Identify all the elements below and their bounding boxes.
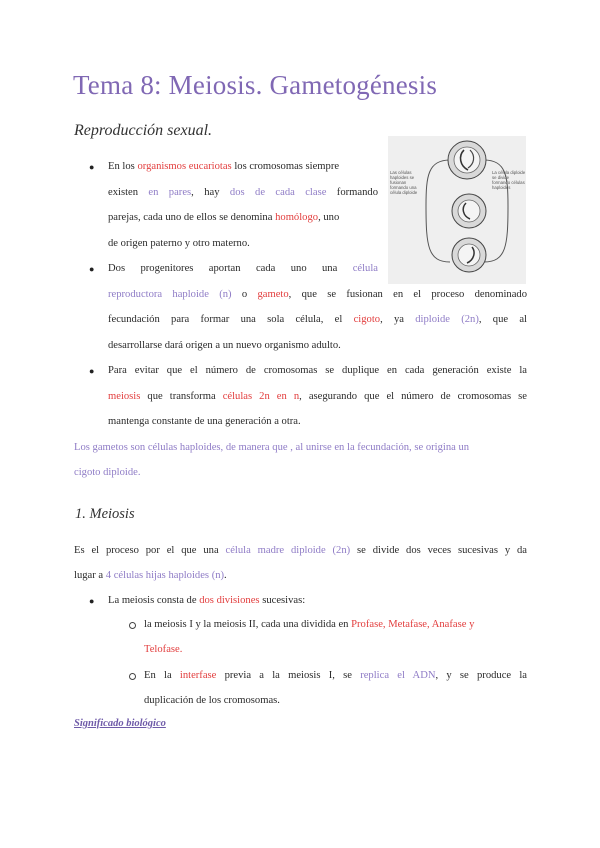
bullet2-line3: fecundación para formar una sola célula, el cigoto, ya diploide (2n), que al (108, 314, 527, 325)
life-cycle-diagram (388, 136, 526, 284)
bullet-dot: ● (89, 264, 95, 274)
bullet1-line4: de origen paterno y otro materno. (108, 238, 250, 249)
section1-para-line2: lugar a 4 células hijas haploides (n). (74, 570, 227, 581)
section1-bullet-line: La meiosis consta de dos divisiones sucesivas: (108, 595, 306, 606)
bullet1-line1: En los organismos eucariotas los cromosomas siempre (108, 161, 340, 172)
bullet3-line3: mantenga constante de una generación a otra. (108, 416, 301, 427)
sub-bullet-circle (129, 673, 136, 680)
bullet1-line2: existen en pares, hay dos de cada clase formando (108, 187, 378, 198)
sub-bullet2-line2: duplicación de los cromosomas. (144, 695, 280, 706)
significado-biologico-link[interactable]: Significado biológico (74, 718, 166, 729)
sub-bullet-circle (129, 622, 136, 629)
bullet2-line2: reproductora haploide (n) o gameto, que se fusionan en el proceso denominado (108, 289, 527, 300)
bullet1-line3: parejas, cada uno de ellos se denomina homólogo, uno (108, 212, 340, 223)
figure-left-caption: Las células haploides se fusionan formando una célula diploide (390, 170, 418, 195)
sub-bullet2-line1: En la interfase previa a la meiosis I, se replica el ADN, y se produce la (144, 670, 527, 681)
sub-bullet1-line2: Telofase. (144, 644, 183, 655)
bullet-dot: ● (89, 162, 95, 172)
bullet2-line4: desarrollarse dará origen a un nuevo organismo adulto. (108, 340, 341, 351)
bullet3-line1: Para evitar que el número de cromosomas se duplique en cada generación existe la (108, 365, 527, 376)
bullet-dot: ● (89, 366, 95, 376)
note-line2: cigoto diploide. (74, 467, 141, 478)
note-line1: Los gametos son células haploides, de manera que , al unirse en la fecundación, se origina un (74, 442, 470, 453)
subtitle: Reproducción sexual. (74, 122, 213, 139)
section-title-meiosis: 1. Meiosis (75, 506, 135, 522)
page-title: Tema 8: Meiosis. Gametogénesis (73, 70, 438, 100)
bullet3-line2: meiosis que transforma células 2n en n, asegurando que el número de cromosomas se (108, 391, 527, 402)
life-cycle-figure (388, 136, 526, 284)
section1-para-line1: Es el proceso por el que una célula madre diploide (2n) se divide dos veces sucesivas y da (74, 545, 527, 556)
figure-right-caption: La célula diploide se divide formando células haploides (492, 170, 526, 190)
sub-bullet1-line1: la meiosis I y la meiosis II, cada una dividida en Profase, Metafase, Anafase y (144, 619, 475, 630)
bullet-dot: ● (89, 596, 95, 606)
bullet2-line1: Dos progenitores aportan cada uno una célula (108, 263, 378, 274)
